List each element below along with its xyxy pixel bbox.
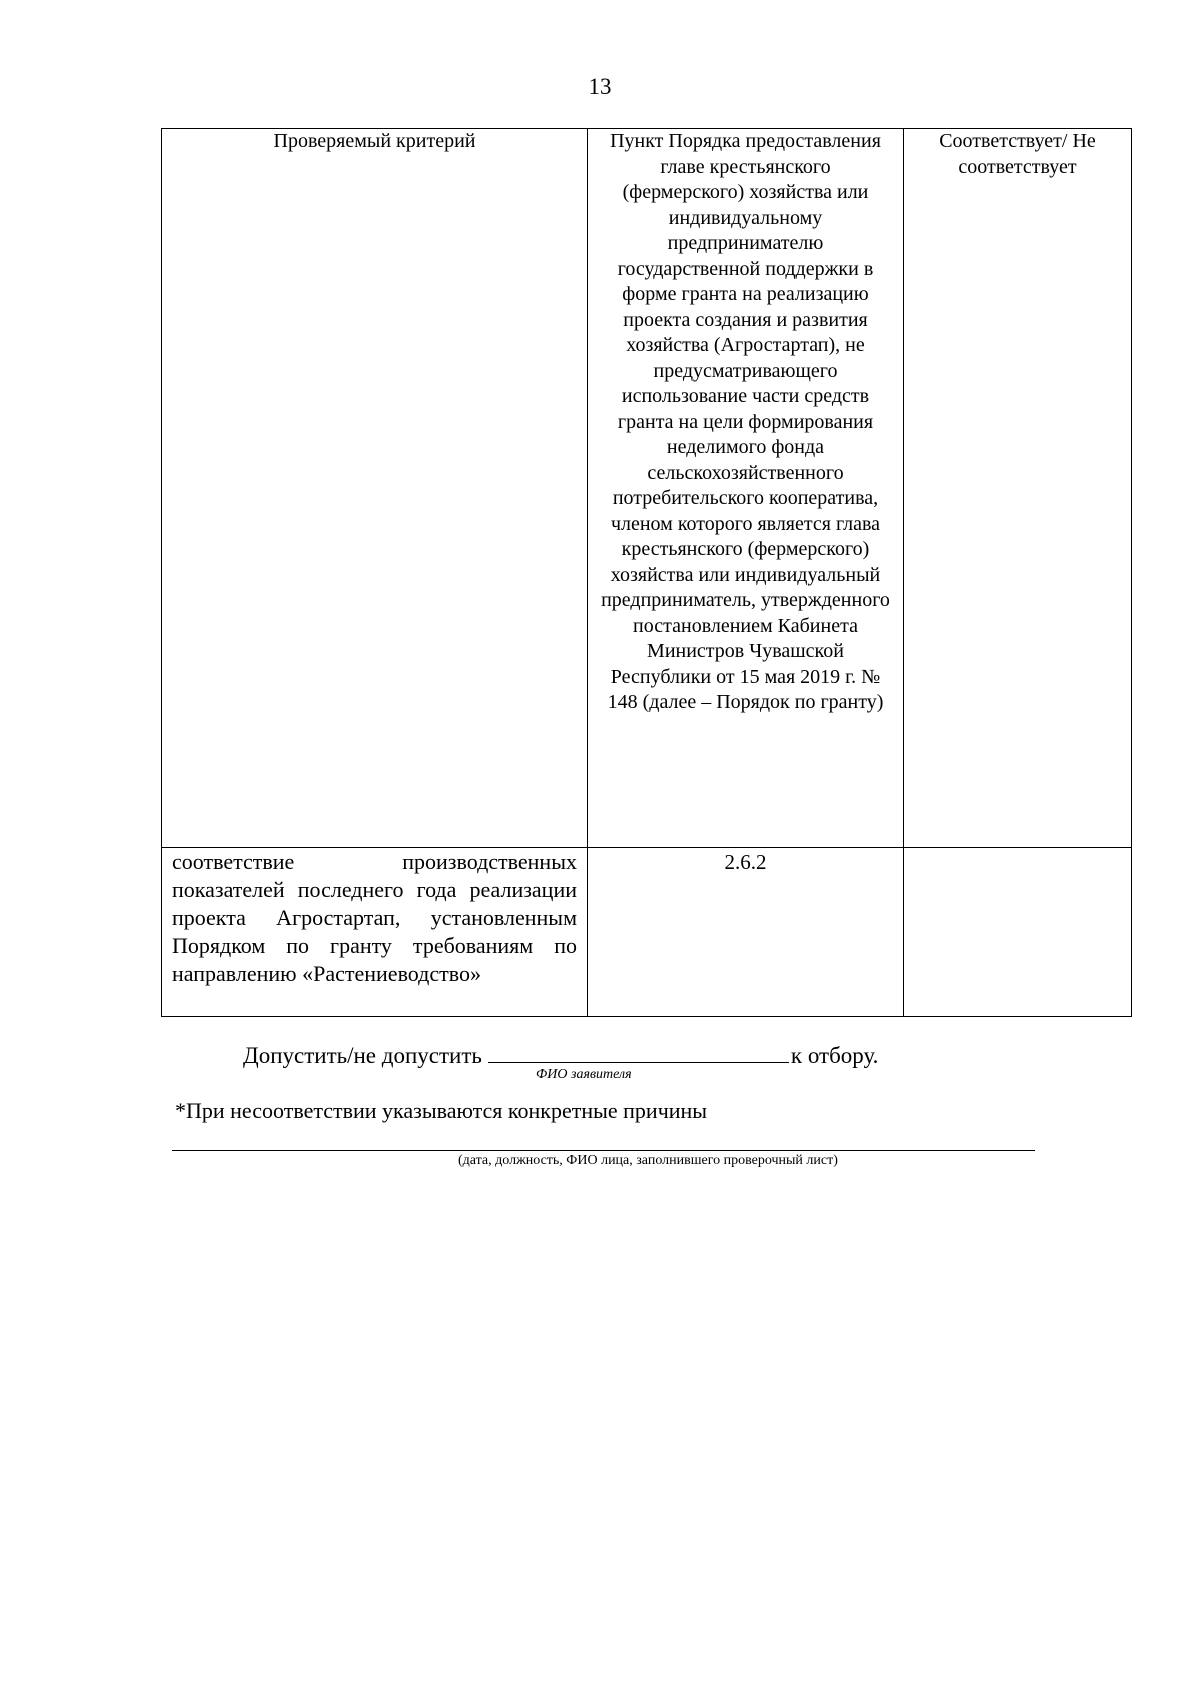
header-compliance [904,129,1132,848]
signature-line[interactable] [172,1150,1035,1151]
table-row [162,848,1132,1017]
criteria-table [161,128,1132,1017]
header-clause [588,129,904,848]
page-number: 13 [588,74,612,99]
admission-suffix: к отбору. [790,1043,879,1068]
admission-prefix: Допустить/не допустить [243,1043,482,1068]
row-criterion: соответствие производственных показателей последнего года реализации проекта Агростартап, установленным Порядком по гранту требованиям по направлению «Растениеводство» [162,848,588,1017]
row-clause: 2.6.2 [588,848,904,1017]
header-criterion: Проверяемый критерий [162,129,588,848]
header-clause-text: Пункт Порядка предоставления главе крестьянского (фермерского) хозяйства или индивидуальному предпринимателю государственной поддержки в форме гранта на реализацию проекта создания и развития хозяйства (Агростартап), не предусматривающего использование части средств гранта на цели формирования неделимого фонда сельскохозяйственного потребительского кооператива, членом которого является глава крестьянского (фермерского) хозяйства или индивидуальный предприниматель, утвержденного постановлением Кабинета Министров Чувашской Республики от 15 мая 2019 г. № 148 (далее – Порядок по гранту) [601,130,890,713]
applicant-name-caption: ФИО заявителя [536,1067,632,1082]
header-compliance-text: Соответствует/ Не соответствует [939,130,1096,178]
admission-line [243,1040,878,1070]
signature-caption: (дата, должность, ФИО лица, заполнившего проверочный лист) [458,1153,838,1168]
row-compliance[interactable] [904,848,1132,1017]
table-header-row [162,129,1132,848]
applicant-name-blank[interactable] [488,1040,789,1063]
footnote: *При несоответствии указываются конкретные причины [175,1098,708,1123]
